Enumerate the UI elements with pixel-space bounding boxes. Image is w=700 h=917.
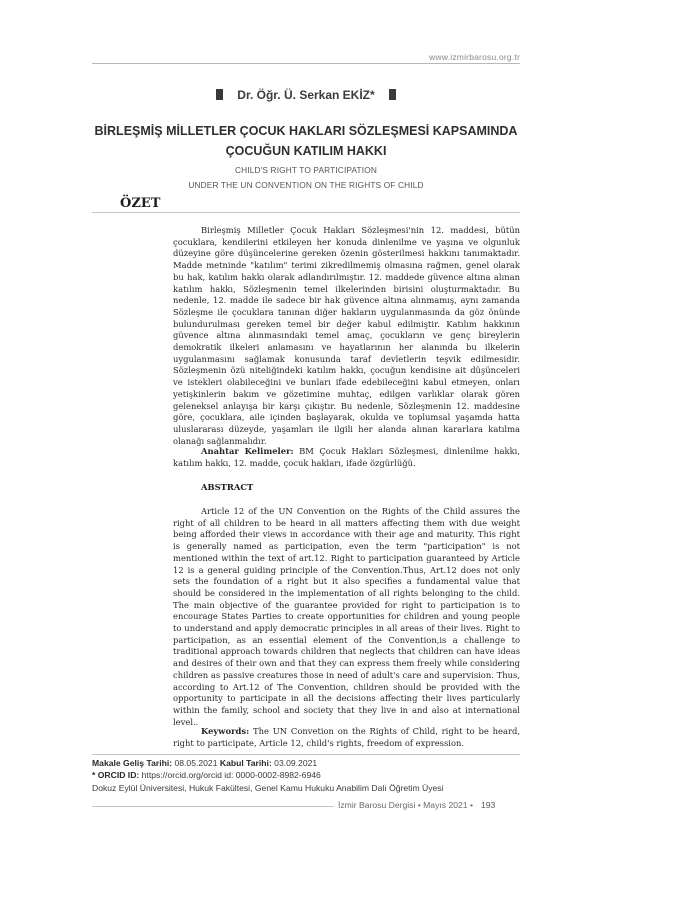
keywords-en-label: Keywords: (201, 726, 250, 736)
received-label: Makale Geliş Tarihi: (92, 758, 173, 768)
header-divider (92, 63, 520, 64)
author-right-marker (389, 89, 396, 100)
accepted-date: 03.09.2021 (271, 758, 318, 768)
keywords-en-text: The UN Convetion on the Rights of Child, right to be heard, right to participate, Article 12, child's rights, freedom of expression. (173, 726, 520, 748)
orcid-link[interactable]: https://orcid.org/orcid id: 0000-0002-8982-6946 (139, 770, 321, 781)
abstract-heading: ABSTRACT (201, 482, 254, 492)
keywords-tr (173, 446, 520, 469)
orcid-line (92, 769, 444, 781)
author-line (0, 88, 612, 102)
abstract-paragraph (173, 506, 520, 728)
journal-footer (338, 800, 495, 810)
orcid-label: * ORCID ID: (92, 770, 140, 781)
abstract-text: Article 12 of the UN Convention on the Rights of the Child assures the right of all children to be heard in all matters affecting them with due weight being afforded their views in accordance with their age and maturity. This right is generally named as participation, even the term "participation" is not mentioned within the text of art.12. Right to participation guaranteed by Article 12 is a general guiding principle of the Convention.Thus, Art.12 does not only sets the foundation of a right but it also specifies a fundamental value that should be considered in the implementation of all rights belonging to the child. The main objective of the guarantee provided for right to participation is to encourage States Parties to create opportunities for children and young people to understand and apply democratic principles in all areas of their lives. Right to participation, as an essential element of the Convention,is a challenge to traditional approach towards children that neglects that children can have ideas and desires of their own and that they can express them freely while considering children as passive creatures those in need of adult's care and supervision. Thus, according to Art.12 of The Convention, children should be provided with the opportunity to participate in all the decisions affecting their lives particularly within the family, school and society that they live in and also at international level.. (173, 506, 520, 727)
footer-info (92, 757, 444, 794)
subtitle-line-1: CHILD'S RIGHT TO PARTICIPATION (235, 165, 377, 175)
author-left-marker (216, 89, 223, 100)
keywords-en (173, 726, 520, 749)
accepted-label: Kabul Tarihi: (219, 758, 272, 768)
ozet-paragraph (173, 225, 520, 447)
footer-divider (92, 754, 520, 755)
author-name: Dr. Öğr. Ü. Serkan EKİZ* (237, 88, 375, 102)
dates-line (92, 757, 444, 769)
article-title (92, 121, 520, 161)
keywords-tr-label: Anahtar Kelimeler: (201, 446, 294, 456)
article-subtitle (92, 163, 520, 193)
keywords-tr-text: BM Çocuk Hakları Sözleşmesi, dinlenilme hakkı, katılım hakkı, 12. madde, çocuk hakları, ifade özgürlüğü. (173, 446, 521, 468)
subtitle-line-2: UNDER THE UN CONVENTION ON THE RIGHTS OF CHILD (188, 180, 424, 190)
bottom-divider (92, 806, 334, 807)
header-url: www.izmirbarosu.org.tr (429, 52, 520, 62)
ozet-text: Birleşmiş Milletler Çocuk Hakları Sözleşmesi'nin 12. maddesi, bütün çocuklara, kendilerini etkileyen her konuda dinlenilme ve yaşına ve olgunluk düzeyine göre düşüncelerine gereken özenin gösterilmesi hakkını tanımaktadır. Madde metninde "katılım" terimi zikredilmemiş olmasına rağmen, genel olarak bu hak, katılım hakkı olarak adlandırılmıştır. 12. maddede güvence altına alınan katılım hakkı, Sözleşmenin temel ilkelerinden birisini oluşturmaktadır. Bu nedenle, 12. madde ile sadece bir hak güvence altına alınmamış, aynı zamanda Sözleşme ile çocuklara tanınan diğer hakların uygulanmasında da göz önünde bulundurulması gereken temel bir değer kabul edilmiştir. Katılım hakkının güvence altına alınmasındaki temel amaç, çocukların ve genç bireylerin demokratik ilkeleri anlamasını ve hayatlarının her alanında bu ilkelerin uygulanmasını sağlamak konusunda taraf devletlerin teşvik edilmesidir. Sözleşmenin özü niteliğindeki katılım hakkı, çocuğun kendisine ait düşünceleri ve istekleri olabileceğini ve bunları ifade edebileceğini kabul etmeyen, onları yetişkinlerin bakım ve gözetimine muhtaç, edilgen varlıklar olarak gören geleneksel anlayışa bir karşı çıkıştır. Bu nedenle, Sözleşmenin 12. maddesine göre, çocuklara, aile içinden başlayarak, okulda ve toplumsal yaşamda hatta uluslararası düzeyde, yaşamları ile ilgili her alanda alınan kararlara katılma olanağı sağlanmalıdır. (173, 225, 520, 446)
journal-name: İzmir Barosu Dergisi • Mayıs 2021 • (338, 800, 473, 810)
page-number: 193 (480, 800, 496, 810)
ozet-heading: ÖZET (120, 196, 161, 211)
affiliation: Dokuz Eylül Üniversitesi, Hukuk Fakültesi, Genel Kamu Hukuku Anabilim Dalı Öğretim Üyesi (92, 782, 444, 793)
ozet-divider (92, 212, 520, 213)
received-date: 08.05.2021 (172, 758, 220, 768)
title-line-1: BİRLEŞMİŞ MİLLETLER ÇOCUK HAKLARI SÖZLEŞMESİ KAPSAMINDA (94, 124, 518, 138)
title-line-2: ÇOCUĞUN KATILIM HAKKI (225, 144, 387, 158)
